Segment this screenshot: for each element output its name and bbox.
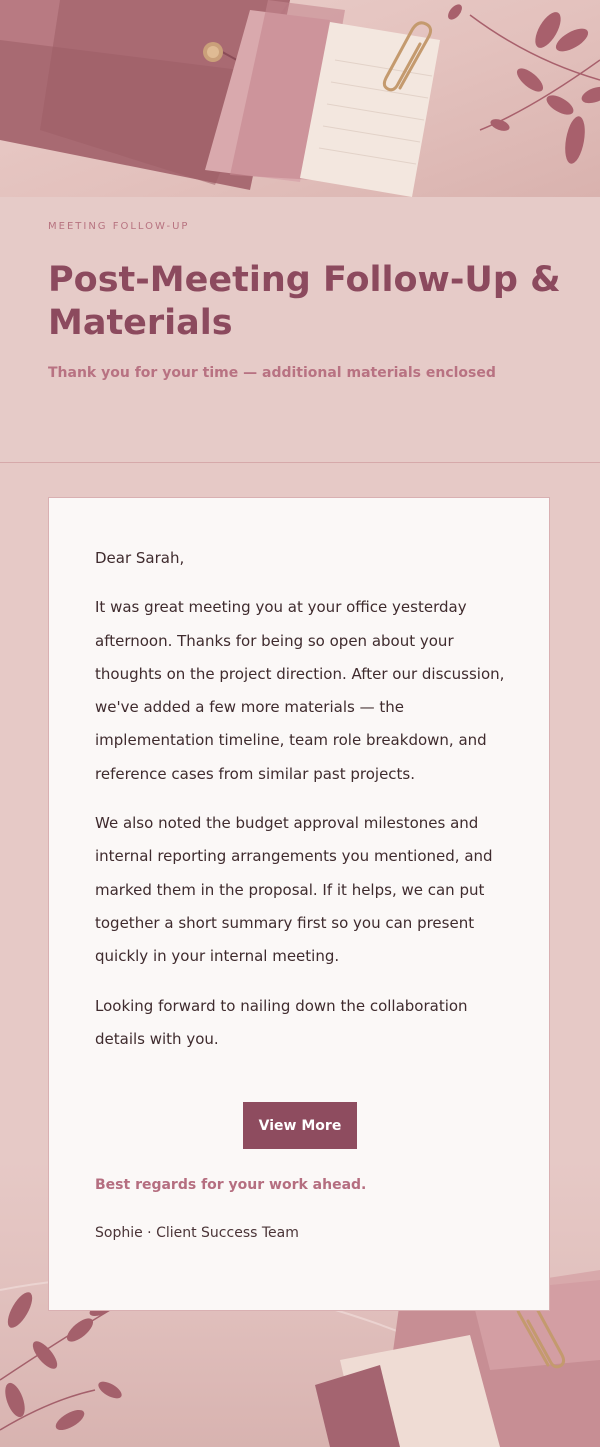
page-subtitle: Thank you for your time — additional materials enclosed — [48, 365, 496, 381]
banner-art — [0, 0, 600, 197]
leaf-branch-icon — [445, 2, 600, 165]
view-more-button[interactable]: View More — [243, 1102, 357, 1149]
signature: Sophie · Client Success Team — [95, 1225, 299, 1241]
email-header — [0, 197, 600, 463]
letter-card — [48, 497, 550, 1311]
letter-greeting: Dear Sarah, — [95, 549, 185, 567]
closing-regards: Best regards for your work ahead. — [95, 1177, 367, 1193]
header-banner-illustration — [0, 0, 600, 197]
letter-paragraph: It was great meeting you at your office yesterday afternoon. Thanks for being so open about your thoughts on the project direction. After our discussion, we've added a few more materials — the implementation timeline, team role breakdown, and reference cases from similar past projects. — [95, 598, 505, 783]
letter-paragraph: We also noted the budget approval milestones and internal reporting arrangements you mentioned, and marked them in the proposal. If it helps, we can put together a short summary first so you can present quickly in your internal meeting. — [95, 814, 493, 966]
letter-paragraph: Looking forward to nailing down the collaboration details with you. — [95, 996, 468, 1048]
page-title: Post-Meeting Follow-Up & Materials — [48, 260, 561, 343]
eyebrow-label: MEETING FOLLOW-UP — [48, 221, 190, 232]
letter-body — [95, 542, 515, 1072]
